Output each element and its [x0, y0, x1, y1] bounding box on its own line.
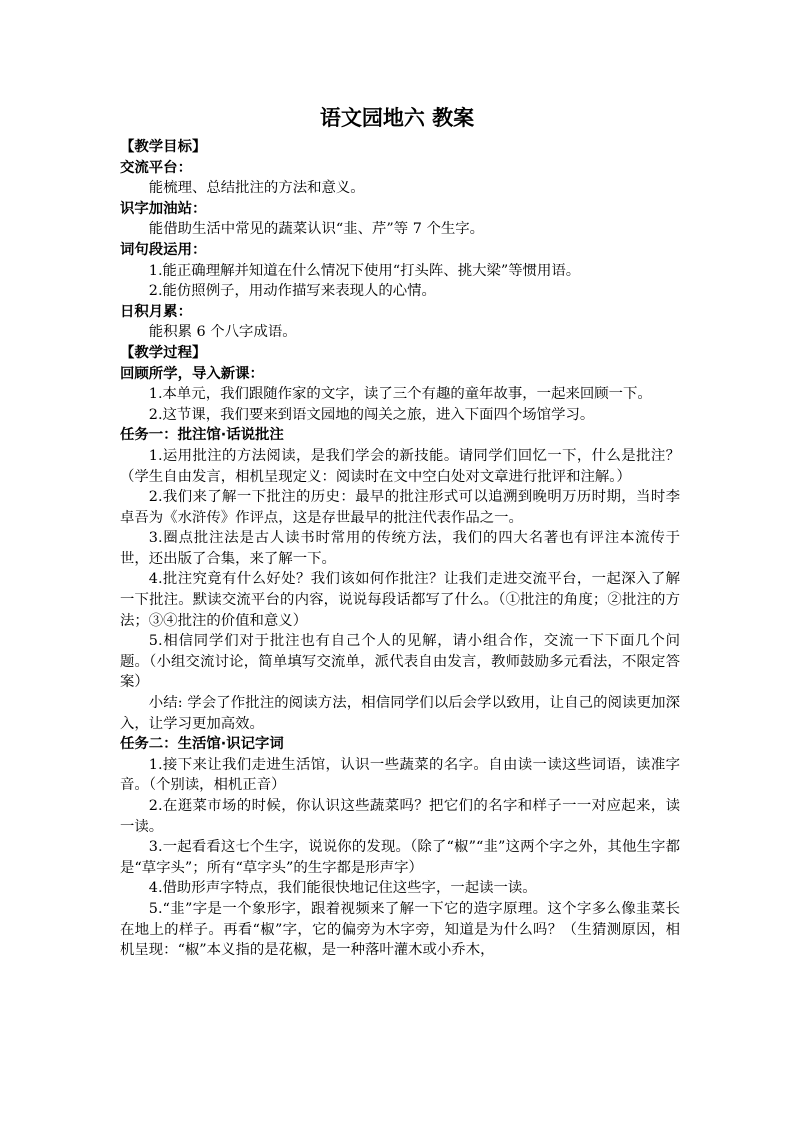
- objective-label: 交流平台：: [120, 159, 192, 176]
- objectives-heading: 【教学目标】: [120, 139, 207, 155]
- objective-text: 能梳理、总结批注的方法和意义。: [148, 180, 365, 197]
- review-heading: 回顾所学，导入新课：: [120, 365, 264, 382]
- paragraph: 2.在逛菜市场的时候，你认识这些蔬菜吗？把它们的名字和样子一一对应起来，读一读。: [120, 798, 680, 835]
- lesson-plan-body: [120, 137, 680, 961]
- paragraph: 2.我们来了解一下批注的历史：最早的批注形式可以追溯到晚明万历时期，当时李卓吾为《水浒传》作评点，这是存世最早的批注代表作品之一。: [120, 489, 680, 526]
- objective-text: 2.能仿照例子，用动作描写来表现人的心情。: [148, 283, 436, 300]
- paragraph: 4.借助形声字特点，我们能很快地记住这些字，一起读一读。: [148, 880, 537, 897]
- paragraph: 2.这节课，我们要来到语文园地的闯关之旅，进入下面四个场馆学习。: [148, 406, 595, 423]
- objective-label: 识字加油站：: [120, 200, 207, 217]
- paragraph: 3.圈点批注法是古人读书时常用的传统方法，我们的四大名著也有评注本流传于世，还出版了合集，来了解一下。: [120, 530, 680, 567]
- paragraph: 4.批注究竟有什么好处？我们该如何作批注？让我们走进交流平台，一起深入了解一下批注。默读交流平台的内容，说说每段话都写了什么。（①批注的角度；②批注的方法；③④批注的价值和意义）: [120, 571, 680, 629]
- paragraph: 3.一起看看这七个生字，说说你的发现。（除了“椒”“韭”这两个字之外，其他生字都是“草字头”；所有“草字头”的生字都是形声字）: [120, 839, 680, 876]
- paragraph: 5.相信同学们对于批注也有自己个人的见解，请小组合作，交流一下下面几个问题。（小组交流讨论，简单填写交流单，派代表自由发言，教师鼓励多元看法，不限定答案）: [120, 633, 680, 691]
- task1-heading: 任务一：批注馆·话说批注: [120, 427, 284, 444]
- objective-text: 能借助生活中常见的蔬菜认识“韭、芹”等 7 个生字。: [148, 221, 485, 238]
- paragraph: 1.接下来让我们走进生活馆，认识一些蔬菜的名字。自由读一读这些词语，读准字音。（个别读，相机正音）: [120, 756, 680, 794]
- objective-text: 1.能正确理解并知道在什么情况下使用“打头阵、挑大梁”等惯用语。: [148, 262, 581, 279]
- page-title: 语文园地六 教案: [319, 106, 475, 130]
- objective-text: 能积累 6 个八字成语。: [148, 324, 297, 341]
- paragraph: 1.运用批注的方法阅读，是我们学会的新技能。请同学们回忆一下，什么是批注？（学生自由发言，相机呈现定义：阅读时在文中空白处对文章进行批评和注解。）: [120, 447, 680, 485]
- objective-label: 词句段运用：: [120, 241, 207, 258]
- summary-paragraph: 小结: 学会了作批注的阅读方法，相信同学们以后会学以致用，让自己的阅读更加深入，让学习更加高效。: [120, 695, 680, 732]
- paragraph: 5.“韭”字是一个象形字，跟着视频来了解一下它的造字原理。这个字多么像韭菜长在地上的样子。再看“椒”字，它的偏旁为木字旁，知道是为什么吗？（生猜测原因，相机呈现：“椒”本义指的是花椒，是一种落叶灌木或小乔木，: [120, 900, 680, 959]
- process-heading: 【教学过程】: [120, 344, 207, 361]
- paragraph: 1.本单元，我们跟随作家的文字，读了三个有趣的童年故事，一起来回顾一下。: [148, 386, 652, 403]
- objective-label: 日积月累：: [120, 303, 192, 320]
- task2-heading: 任务二：生活馆·识记字词: [120, 736, 284, 753]
